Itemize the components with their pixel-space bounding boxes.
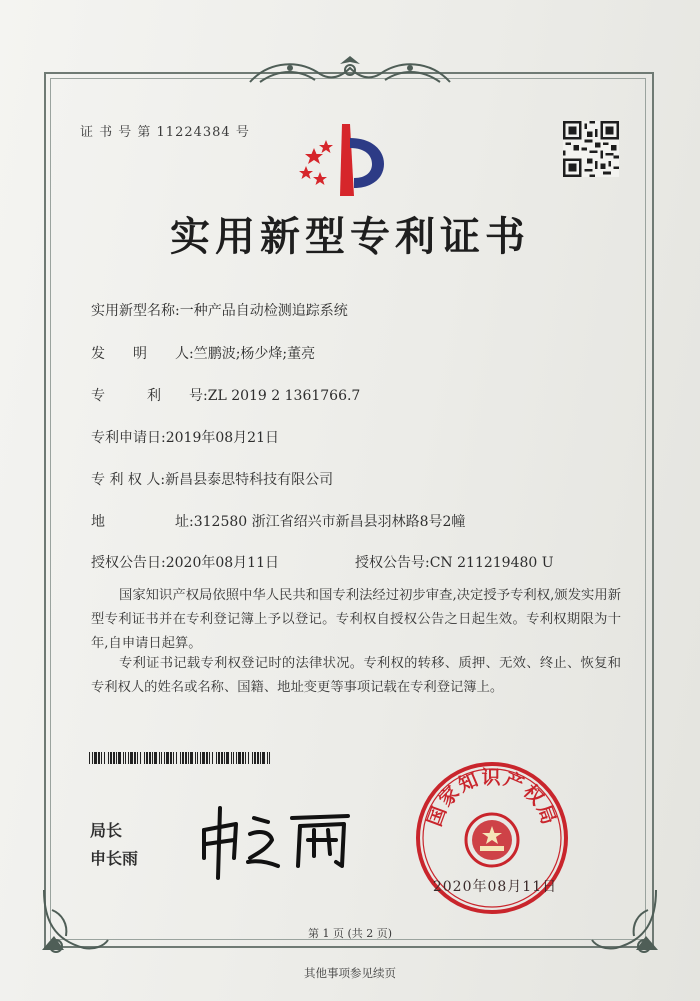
field-label: 发 明 人: <box>91 346 194 362</box>
field-value: ZL 2019 2 1361766.7 <box>207 388 361 404</box>
director-name: 申长雨 <box>90 849 139 868</box>
field-utility-model-name <box>91 300 348 320</box>
seal-text: 国家知识产权局 <box>423 766 561 830</box>
field-inventors <box>91 343 315 363</box>
footer-note: 其他事项参见续页 <box>304 966 396 980</box>
field-label: 授权公告号: <box>355 555 430 571</box>
field-label: 专 利 权 人: <box>91 472 166 488</box>
field-value: 312580 浙江省绍兴市新昌县羽林路8号2幢 <box>193 514 466 530</box>
svg-text:国家知识产权局 <box>424 766 561 830</box>
field-value: CN 211219480 U <box>429 555 554 571</box>
field-value: 一种产品自动检测追踪系统 <box>179 303 348 319</box>
certificate-title: 实用新型专利证书 <box>170 213 530 260</box>
field-patent-number <box>91 385 360 405</box>
field-label: 实用新型名称: <box>91 303 180 319</box>
cnipa-logo <box>292 118 402 208</box>
barcode <box>89 752 271 764</box>
top-ornament <box>240 56 460 90</box>
field-label: 授权公告日: <box>91 555 166 571</box>
bottom-right-ornament <box>586 880 666 960</box>
certificate-number: 证 书 号 第 11224384 号 <box>80 125 250 140</box>
field-application-date <box>91 427 279 447</box>
field-label: 专利申请日: <box>91 430 166 446</box>
page-number: 第 1 页 (共 2 页) <box>307 927 393 940</box>
seal-date: 2020年08月11日 <box>432 879 558 895</box>
field-value: 2019年08月21日 <box>165 430 279 446</box>
field-grant-number <box>355 552 554 572</box>
field-value: 2020年08月11日 <box>165 555 279 571</box>
field-value: 竺鹏波;杨少烽;董亮 <box>193 346 316 362</box>
field-value: 新昌县泰思特科技有限公司 <box>165 472 334 488</box>
paragraph-legal-status: 专利证书记载专利权登记时的法律状况。专利权的转移、质押、无效、终止、恢复和专利权人的姓名或名称、国籍、地址变更等事项记载在专利登记簿上。 <box>91 656 621 695</box>
field-address <box>91 511 465 531</box>
director-title: 局长 <box>90 821 123 840</box>
field-label: 专 利 号: <box>91 388 208 404</box>
paragraph-grant-statement: 国家知识产权局依照中华人民共和国专利法经过初步审查,决定授予专利权,颁发实用新型专利证书并在专利登记簿上予以登记。专利权自授权公告之日起生效。专利权期限为十年,自申请日起算。 <box>91 588 621 651</box>
director-signature <box>196 800 366 880</box>
field-grant-date <box>91 552 279 572</box>
qr-code <box>563 121 619 177</box>
bottom-left-ornament <box>34 880 114 960</box>
national-emblem <box>466 814 518 866</box>
field-label: 地 址: <box>91 514 194 530</box>
field-patentee <box>91 469 333 489</box>
